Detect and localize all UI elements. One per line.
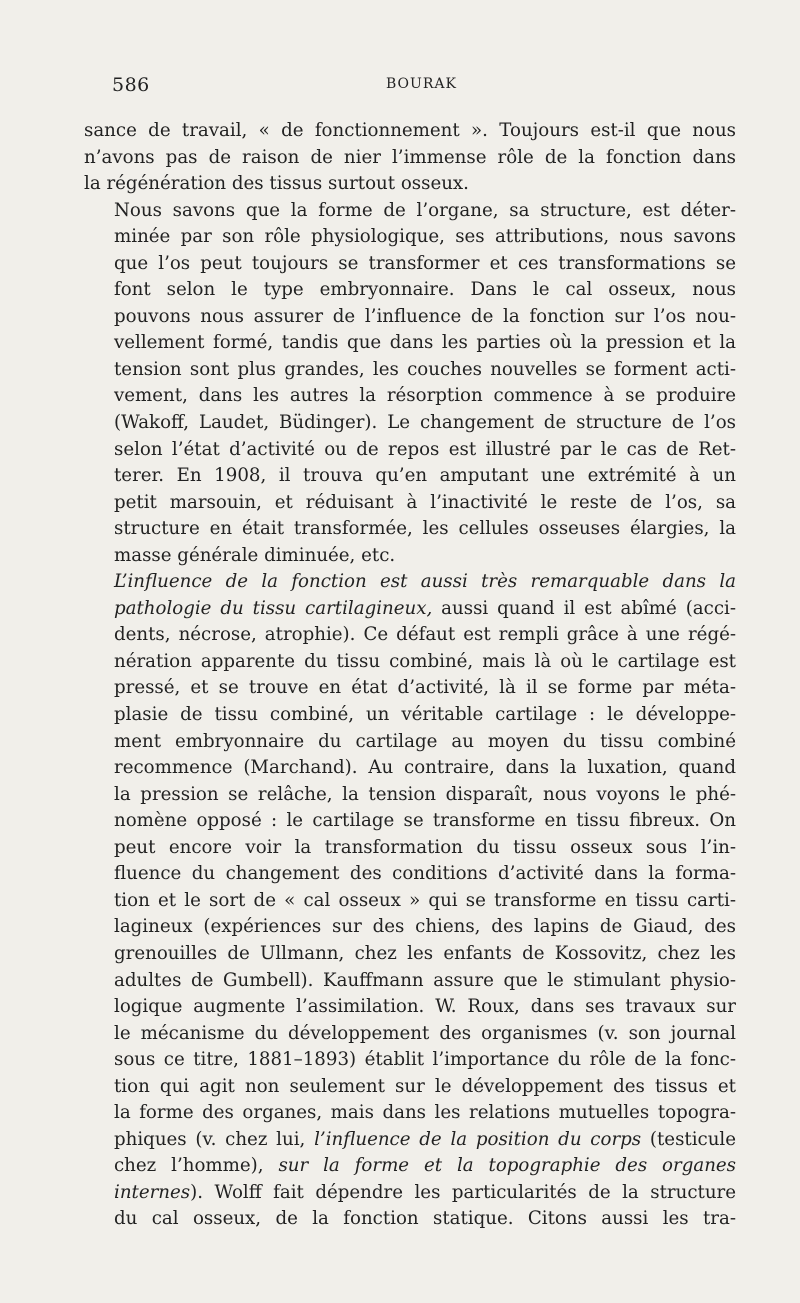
text-line: font selon le type embryonnaire. Dans le cal osseux, nous bbox=[114, 279, 736, 301]
text-line: grenouilles de Ullmann, chez les enfants de Kossovitz, chez les bbox=[114, 942, 736, 964]
text-line: terer. En 1908, il trouva qu’en amputant une extrémité à un bbox=[114, 465, 736, 487]
text-line: la forme des organes, mais dans les relations mutuelles topogra- bbox=[114, 1102, 736, 1124]
text-line: tension sont plus grandes, les couches nouvelles se forment acti- bbox=[114, 358, 736, 380]
text-run: aussi quand il est abîmé (acci- bbox=[432, 597, 736, 619]
paragraph-2 bbox=[84, 198, 736, 570]
text-run: ). Wolff fait dépendre les particularités de la structure bbox=[190, 1181, 736, 1203]
text-line-italic: L’influence de la fonction est aussi très remarquable dans la bbox=[114, 571, 736, 593]
text-line: nomène opposé : le cartilage se transforme en tissu fibreux. On bbox=[114, 810, 736, 832]
text-line: Nous savons que la forme de l’organe, sa structure, est déter- bbox=[114, 199, 736, 221]
text-line: pouvons nous assurer de l’influence de la fonction sur l’os nou- bbox=[114, 305, 736, 327]
italic-phrase: l’influence de la position du corps bbox=[314, 1128, 642, 1150]
text-line: masse générale diminuée, etc. bbox=[114, 544, 396, 566]
text-line: (Wakoff, Laudet, Büdinger). Le changement de structure de l’os bbox=[114, 412, 736, 434]
text-line: nération apparente du tissu combiné, mais là où le cartilage est bbox=[114, 650, 736, 672]
text-line: n’avons pas de raison de nier l’immense rôle de la fonction dans bbox=[84, 146, 736, 168]
text-line: tion qui agit non seulement sur le développement des tissus et bbox=[114, 1075, 736, 1097]
text-line: vement, dans les autres la résorption commence à se produire bbox=[114, 385, 736, 407]
italic-phrase: pathologie du tissu cartilagineux, bbox=[114, 597, 433, 619]
text-run: phiques (v. chez lui, bbox=[114, 1128, 315, 1150]
text-line: petit marsouin, et réduisant à l’inactivité le reste de l’os, sa bbox=[114, 491, 736, 513]
text-line: sous ce titre, 1881–1893) établit l’importance du rôle de la fonc- bbox=[114, 1049, 736, 1071]
page-number: 586 bbox=[112, 74, 150, 96]
text-line: que l’os peut toujours se transformer et ces transformations se bbox=[114, 252, 736, 274]
text-line: tion et le sort de « cal osseux » qui se transforme en tissu carti- bbox=[114, 889, 736, 911]
body-text bbox=[84, 118, 736, 1233]
text-line bbox=[84, 1153, 736, 1180]
text-line bbox=[84, 1127, 736, 1154]
italic-phrase: internes bbox=[114, 1181, 191, 1203]
running-head: BOURAK bbox=[386, 76, 457, 92]
text-run: chez l’homme), bbox=[114, 1155, 279, 1177]
text-line: peut encore voir la transformation du tissu osseux sous l’in- bbox=[114, 836, 736, 858]
text-line: lagineux (expériences sur des chiens, des lapins de Giaud, des bbox=[114, 916, 736, 938]
text-line: dents, nécrose, atrophie). Ce défaut est rempli grâce à une régé- bbox=[114, 624, 736, 646]
text-line: minée par son rôle physiologique, ses attributions, nous savons bbox=[114, 226, 736, 248]
paragraph-3 bbox=[84, 569, 736, 1233]
text-line: selon l’état d’activité ou de repos est illustré par le cas de Ret- bbox=[114, 438, 736, 460]
text-line: la régénération des tissus surtout osseux. bbox=[84, 173, 469, 195]
italic-phrase: sur la forme et la topographie des organes bbox=[278, 1155, 737, 1177]
paragraph-1 bbox=[84, 118, 736, 198]
text-line: adultes de Gumbell). Kauffmann assure que le stimulant physio- bbox=[114, 969, 736, 991]
text-line bbox=[84, 596, 736, 623]
text-line: du cal osseux, de la fonction statique. Citons aussi les tra- bbox=[114, 1208, 736, 1230]
text-line: pressé, et se trouve en état d’activité, là il se forme par méta- bbox=[114, 677, 736, 699]
text-line: structure en était transformée, les cellules osseuses élargies, la bbox=[114, 518, 736, 540]
text-line: sance de travail, « de fonctionnement ». Toujours est-il que nous bbox=[84, 120, 736, 141]
text-line: fluence du changement des conditions d’activité dans la forma- bbox=[114, 863, 736, 885]
text-line: plasie de tissu combiné, un véritable cartilage : le développe- bbox=[114, 704, 736, 726]
text-line: la pression se relâche, la tension disparaît, nous voyons le phé- bbox=[114, 783, 736, 805]
text-line: logique augmente l’assimilation. W. Roux, dans ses travaux sur bbox=[114, 996, 736, 1018]
text-run: (testicule bbox=[641, 1128, 737, 1150]
text-line: le mécanisme du développement des organismes (v. son journal bbox=[114, 1022, 736, 1044]
text-line: ment embryonnaire du cartilage au moyen du tissu combiné bbox=[114, 730, 736, 752]
text-line: recommence (Marchand). Au contraire, dans la luxation, quand bbox=[114, 757, 736, 779]
text-line bbox=[84, 1180, 736, 1207]
text-line: vellement formé, tandis que dans les parties où la pression et la bbox=[114, 332, 736, 354]
